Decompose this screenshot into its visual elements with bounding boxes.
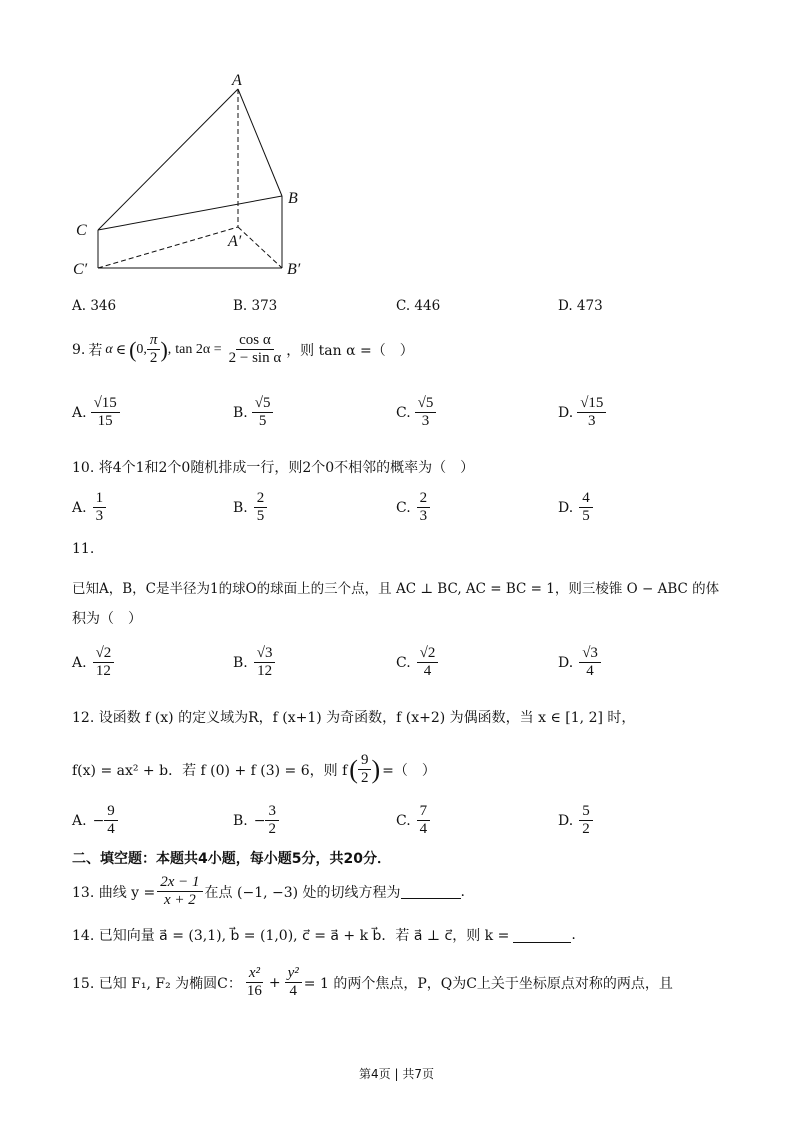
- q9-main-fraction: $\frac{\text{cos α}}{\text{2 − sin α}}$: [228, 332, 282, 367]
- q13: 13. 曲线 y = $\frac{2x - 1}{x + 2}$ 在点 (−1, −3) 处的切线方程为 .: [72, 874, 465, 909]
- label-C: C: [76, 222, 87, 239]
- q11-option-a: A. $\frac{√2}{12}$: [72, 645, 114, 681]
- q11-number: 11.: [72, 541, 95, 557]
- q9-pi-fraction: $\frac{\pi}{2}$: [147, 332, 161, 368]
- label-A: A: [232, 72, 242, 89]
- q8-option-c: C. 446: [396, 298, 441, 314]
- label-A1: A′: [228, 233, 242, 250]
- q14-answer-blank[interactable]: [513, 928, 571, 943]
- edge-CB: [98, 196, 282, 230]
- q9-stem-post: ，则 tan α =（ ）: [286, 342, 414, 359]
- q9-tan2a: tan 2α =: [175, 341, 222, 357]
- label-C1: C′: [73, 261, 88, 278]
- prism-figure: [60, 65, 320, 285]
- q8-option-b: B. 373: [233, 298, 278, 314]
- label-B: B: [288, 190, 298, 207]
- q9-interval-left: 0,: [136, 341, 147, 357]
- q11-line2: 积为（ ）: [72, 611, 142, 627]
- q9-alpha: α: [105, 341, 113, 357]
- q12-line1: 12. 设函数 f (x) 的定义域为R，f (x+1) 为奇函数，f (x+2) 为偶函数，当 x ∈ [1, 2] 时，: [72, 710, 636, 726]
- q10-option-a: A. $\frac{1}{3}$: [72, 490, 106, 526]
- q12-option-b: B. − $\frac{3}{2}$: [233, 803, 279, 839]
- q11-option-b: B. $\frac{√3}{12}$: [233, 645, 275, 681]
- q11-option-d: D. $\frac{√3}{4}$: [558, 645, 601, 681]
- q9-option-c: C. $\frac{√5}{3}$: [396, 395, 436, 431]
- q9-number: 9.: [72, 341, 86, 358]
- page-footer: 第4页 | 共7页: [359, 1067, 434, 1081]
- q12-option-d: D. $\frac{5}{2}$: [558, 803, 593, 839]
- q13-answer-blank[interactable]: [401, 884, 461, 899]
- q10-stem: 10. 将4个1和2个0随机排成一行，则2个0不相邻的概率为（ ）: [72, 460, 475, 476]
- edge-AB: [238, 89, 282, 196]
- q12-line2: f(x) = ax² + b．若 f (0) + f (3) = 6，则 f ( $\frac{9}{2}$ ) =（ ）: [72, 752, 436, 787]
- q10-option-d: D. $\frac{4}{5}$: [558, 490, 593, 526]
- q11-option-c: C. $\frac{√2}{4}$: [396, 645, 438, 681]
- q8-option-d: D. 473: [558, 298, 603, 314]
- edge-C1A1-dashed: [98, 227, 238, 268]
- q14: 14. 已知向量 a⃗ = (3,1), b⃗ = (1,0), c⃗ = a⃗ + k b⃗．若 a⃗ ⊥ c⃗，则 k = .: [72, 927, 576, 944]
- q11-line1: 已知A，B，C是半径为1的球O的球面上的三个点，且 AC ⊥ BC, AC = BC = 1，则三棱锥 O − ABC 的体: [72, 581, 720, 597]
- q12-option-c: C. $\frac{7}{4}$: [396, 803, 430, 839]
- q9-option-d: D. $\frac{√15}{3}$: [558, 395, 606, 431]
- q10-option-b: B. $\frac{2}{5}$: [233, 490, 267, 526]
- q9-stem-pre: 若: [88, 342, 103, 359]
- q9-option-b: B. $\frac{√5}{5}$: [233, 395, 273, 431]
- section-2-heading: 二、填空题：本题共4小题，每小题5分，共20分．: [72, 851, 391, 867]
- q9-in: ∈: [115, 341, 127, 358]
- edge-A1B1-dashed: [238, 227, 282, 268]
- q8-option-a: A. 346: [72, 298, 117, 314]
- edge-AC: [98, 89, 238, 230]
- q9-option-a: A. $\frac{√15}{15}$: [72, 395, 120, 431]
- q12-option-a: A. − $\frac{9}{4}$: [72, 803, 118, 839]
- label-B1: B′: [287, 261, 301, 278]
- q15: 15. 已知 F₁, F₂ 为椭圆C： $\frac{\text{x²}}{16}$ + $\frac{\text{y²}}{4}$ = 1 的两个焦点，P，Q为C上关于坐标原点对称的两点，且: [72, 965, 673, 1000]
- q9-stem: 9. 若 α ∈ ( 0, $\frac{\pi}{2}$ ) , tan 2α = $\frac{\text{cos α}}{\text{2 − sin α}}$ ，则 tan α =（ ）: [72, 332, 414, 367]
- q10-option-c: C. $\frac{2}{3}$: [396, 490, 430, 526]
